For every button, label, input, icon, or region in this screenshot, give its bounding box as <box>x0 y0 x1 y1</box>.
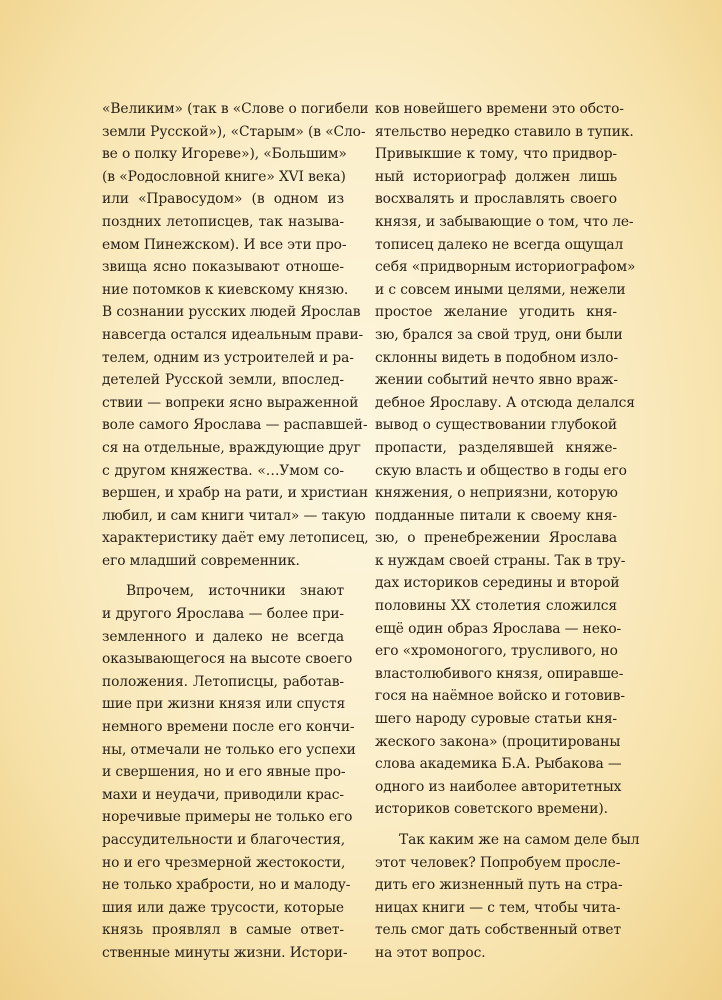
text-line: склонны видеть в подобном изло- <box>375 349 619 366</box>
text-line: скую власть и общество в годы его <box>375 462 627 479</box>
text-line: его «хромоногого, трусливого, но <box>375 643 618 660</box>
paragraph-gap <box>375 821 617 829</box>
text-line: ков новейшего времени это обсто- <box>375 101 624 117</box>
text-line: телем, одним из устроителей и ра- <box>102 349 354 366</box>
text-line: с другом княжества. «…Умом со- <box>102 462 344 479</box>
text-line: ны, отмечали не только его успехи <box>102 741 356 758</box>
text-line: ние потомков к киевскому князю. <box>102 281 349 298</box>
text-line: вывод о существовании глубокой <box>375 417 617 434</box>
text-line: половины XX столетия сложился <box>375 598 617 615</box>
text-line: простое желание угодить кня- <box>375 304 617 321</box>
text-line: оказывающегося на высоте своего <box>102 651 353 668</box>
text-line: звища ясно показывают отноше- <box>102 259 344 276</box>
text-line: но и его чрезмерной жестокости, <box>102 854 346 871</box>
text-line: его младший современник. <box>102 552 300 569</box>
text-line: любил, и сам книги читал» — такую <box>102 507 366 524</box>
text-line: ещё один образ Ярослава — неко- <box>375 620 622 637</box>
text-line: восхвалять и прославлять своего <box>375 191 617 208</box>
text-line: дить его жизненный путь на стра- <box>375 877 623 894</box>
text-line: норечивые примеры не только его <box>102 809 353 826</box>
text-line: ятельство нередко ставило в тупик. <box>375 123 634 140</box>
text-line: ницах книги — с тем, чтобы чита- <box>375 899 621 916</box>
text-line: и другого Ярослава — более при- <box>102 606 344 623</box>
text-line: на этот вопрос. <box>375 944 486 961</box>
text-line: Привыкшие к тому, что придвор- <box>375 146 617 163</box>
text-line: князь проявлял в самые ответ- <box>102 922 344 939</box>
right-text-column <box>375 98 640 965</box>
text-line: шие при жизни князя или спустя <box>102 696 346 713</box>
text-line: князя, и забывающие о том, что ле- <box>375 213 634 230</box>
text-line: гося на наёмное войско и готовив- <box>375 688 625 705</box>
text-line: земленного и далеко не всегда <box>102 628 344 645</box>
text-line: тель смог дать собственный ответ <box>375 922 621 939</box>
text-line: одного из наиболее авторитетных <box>375 778 622 795</box>
text-line: пропасти, разделявшей княже- <box>375 439 617 456</box>
text-line: подданные питали к своему кня- <box>375 507 617 524</box>
text-line: воле самого Ярослава — распавшей- <box>102 417 368 434</box>
text-line: Впрочем, источники знают <box>126 583 344 600</box>
text-line: рассудительности и благочестия, <box>102 832 346 848</box>
text-line: В сознании русских людей Ярослав <box>102 304 361 321</box>
text-line: «Великим» (так в «Слове о погибели <box>102 101 369 117</box>
text-line: немного времени после его кончи- <box>102 719 355 736</box>
text-line: себя «придворным историографом» <box>375 259 636 276</box>
text-line: навсегда остался идеальным прави- <box>102 326 364 343</box>
text-line: или «Правосудом» (в одном из <box>102 191 344 208</box>
text-line: шия или даже трусости, которые <box>102 899 344 916</box>
text-line: дебное Ярославу. А отсюда делался <box>375 394 635 411</box>
text-line: зю, о пренебрежении Ярослава <box>375 530 617 547</box>
text-line: ный историограф должен лишь <box>375 168 617 185</box>
text-line: емом Пинежском). И все эти про- <box>102 236 347 253</box>
text-line: детелей Русской земли, впослед- <box>102 372 344 389</box>
text-line: и с совсем иными целями, нежели <box>375 281 626 298</box>
left-text-column <box>102 98 369 965</box>
text-line: слова академика Б.А. Рыбакова — <box>375 756 622 773</box>
text-line: и свершения, но и его явные про- <box>102 764 346 781</box>
text-line: характеристику даёт ему летописец, <box>102 530 369 547</box>
text-line: ве о полку Игореве»), «Большим» <box>102 146 347 163</box>
text-line: ственные минуты жизни. Истори- <box>102 944 348 961</box>
text-line: жеского закона» (процитированы <box>375 733 621 750</box>
text-line: ствии — вопреки ясно выраженной <box>102 394 359 411</box>
text-line: не только храбрости, но и малоду- <box>102 877 351 894</box>
text-line: к нуждам своей страны. Так в тру- <box>375 552 626 569</box>
text-line: положения. Летописцы, работав- <box>102 673 344 690</box>
text-line: властолюбивого князя, опиравше- <box>375 665 624 682</box>
text-line: жении событий нечто явно враж- <box>375 372 618 389</box>
text-line: этот человек? Попробуем просле- <box>375 854 621 871</box>
text-line: вершен, и храбр на рати, и христиан <box>102 485 368 502</box>
text-line: Так каким же на самом деле был <box>399 832 640 848</box>
text-line: дах историков середины и второй <box>375 575 620 592</box>
text-line: махи и неудачи, приводили крас- <box>102 786 344 803</box>
text-line: зю, брался за свой труд, они были <box>375 326 623 343</box>
text-line: княжения, о неприязни, которую <box>375 485 618 502</box>
text-line: ся на отдельные, враждующие друг <box>102 439 361 456</box>
text-line: поздних летописцев, так называ- <box>102 213 344 230</box>
text-line: шего народу суровые статьи кня- <box>375 711 617 728</box>
text-line: тописец далеко не всегда ощущал <box>375 236 624 253</box>
paragraph-gap <box>102 572 344 580</box>
text-line: (в «Родословной книге» XVI века) <box>102 168 346 185</box>
text-line: историков советского времени). <box>375 801 608 818</box>
text-line: земли Русской»), «Старым» (в «Сло- <box>102 123 366 140</box>
